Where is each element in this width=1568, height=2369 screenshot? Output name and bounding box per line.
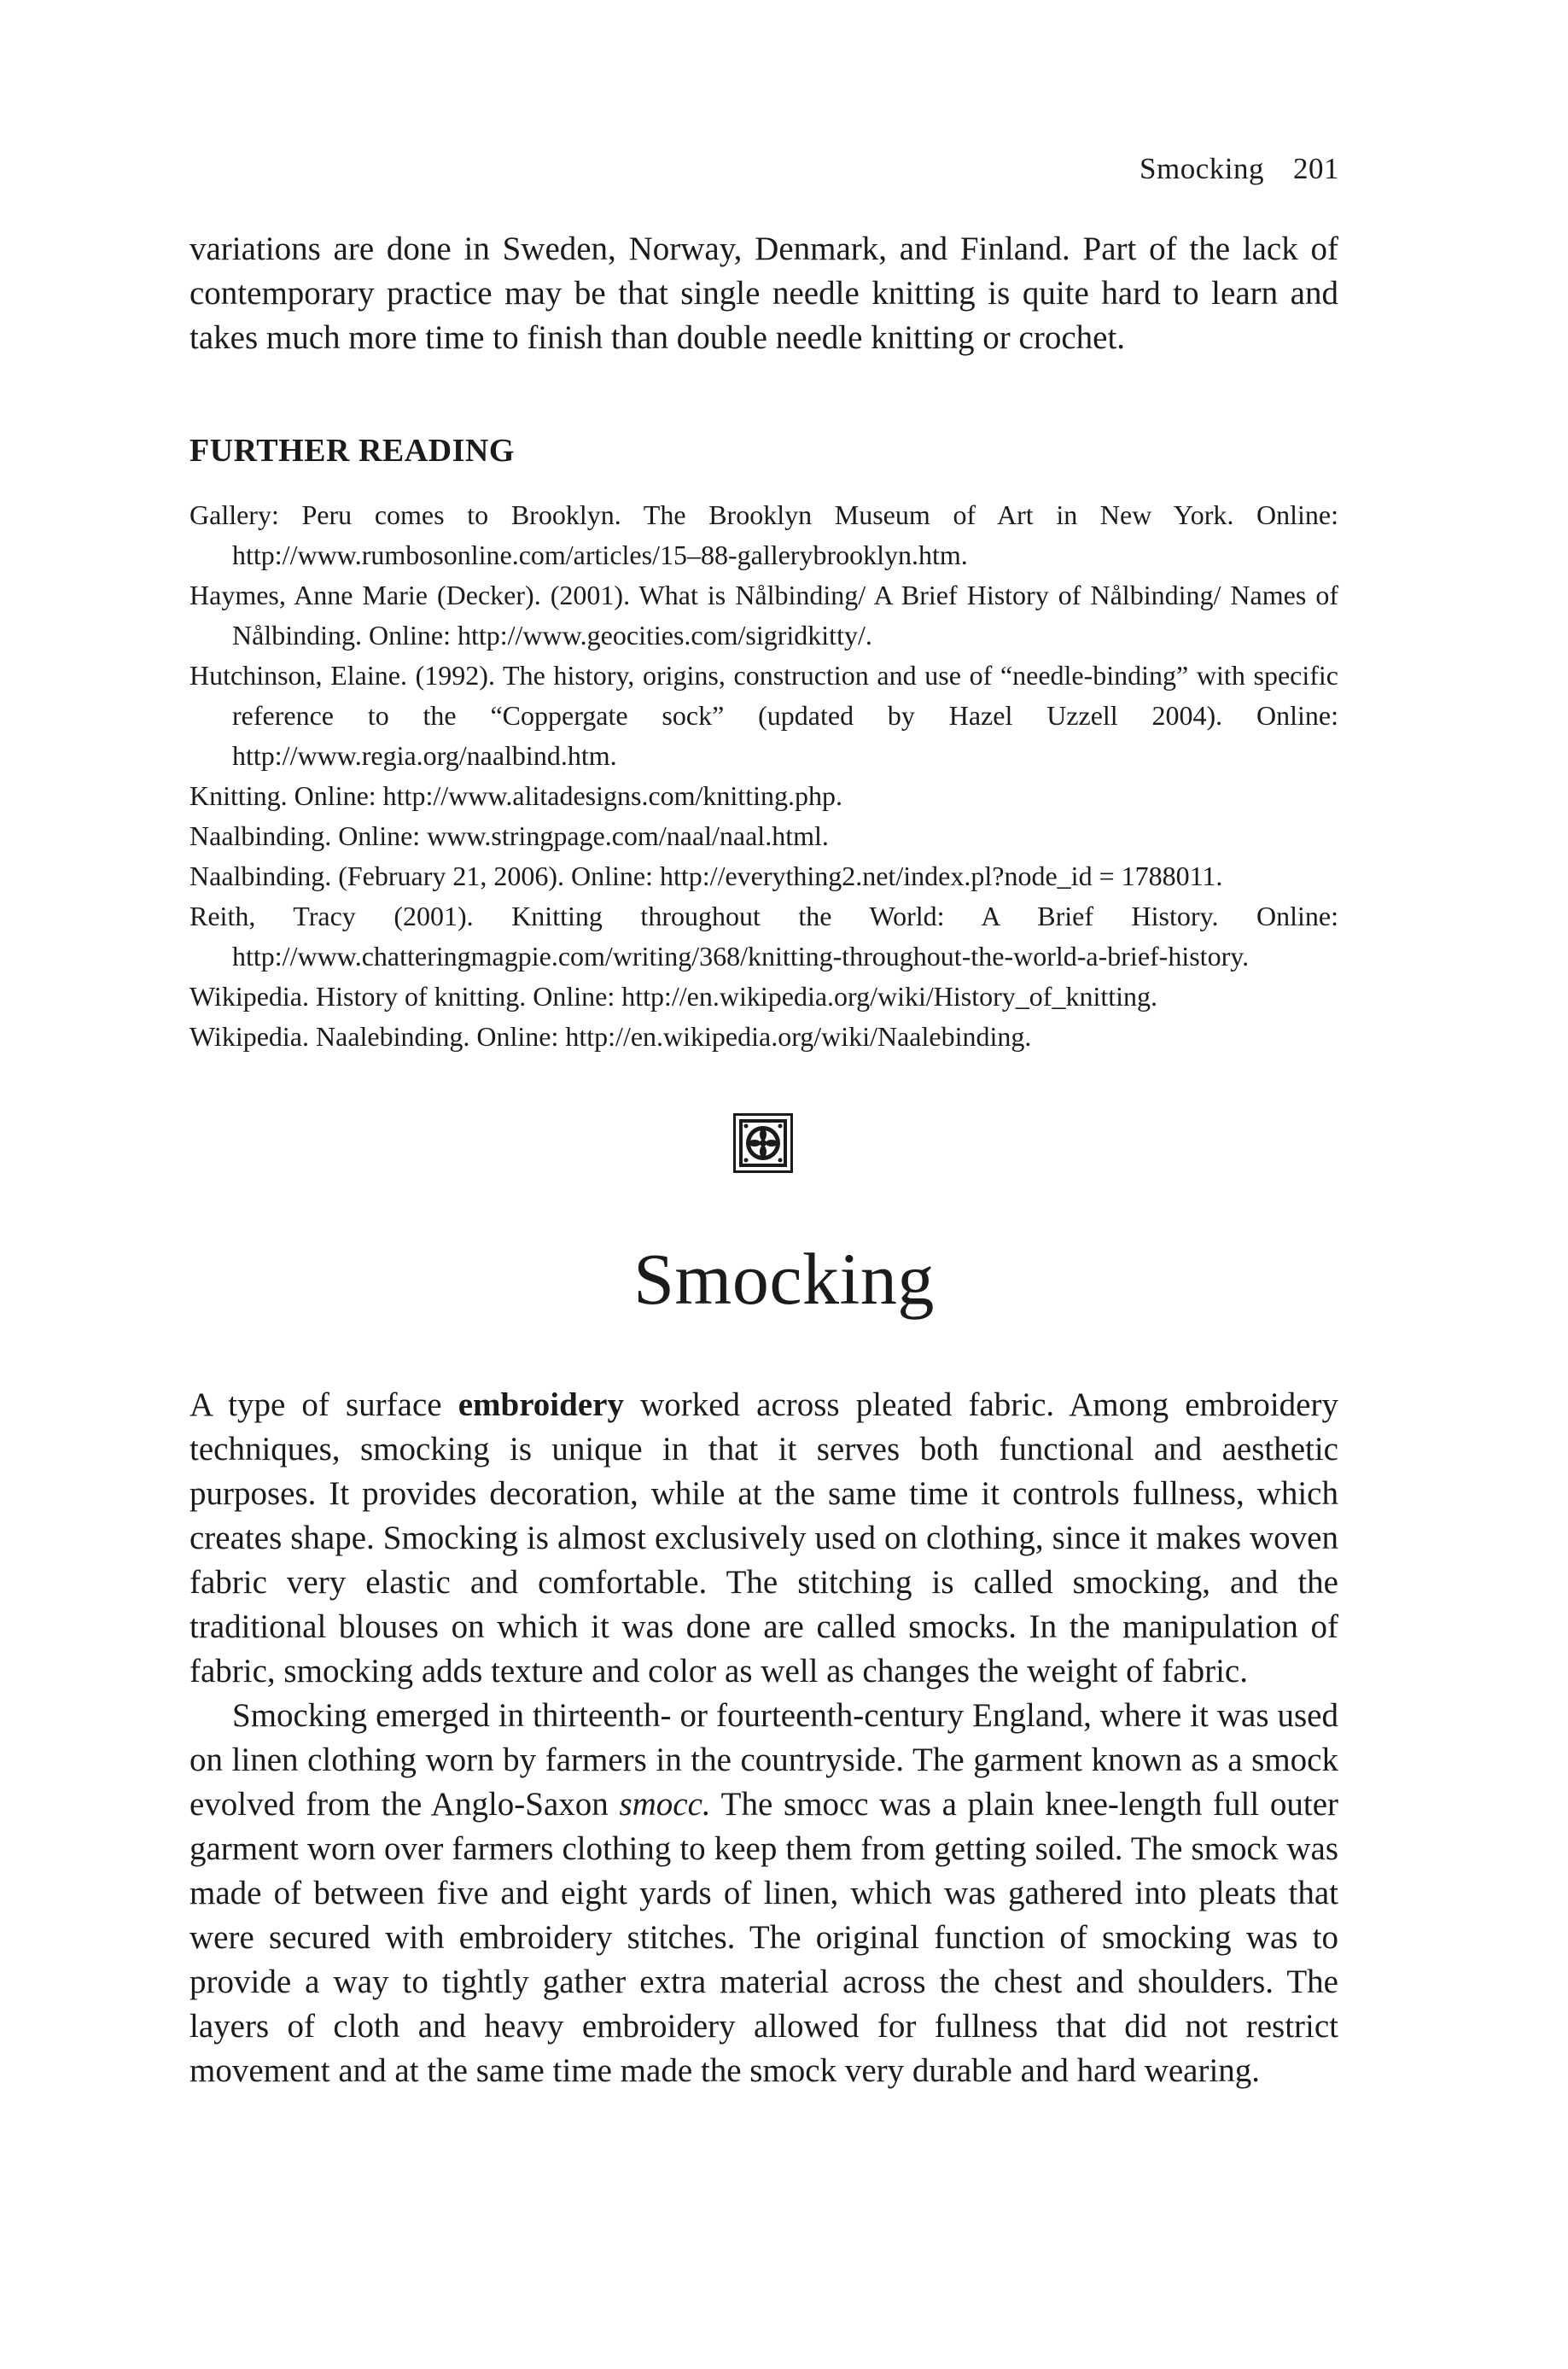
text-span: worked across pleated fabric. Among embroidery techniques, smocking is unique in that it serves both functional and aesthetic purposes. It provides decoration, while at the same time it controls fullness, which creates shape. Smocking is almost exclusively used on clothing, since it makes woven fabric very elastic and comfortable. The stitching is called smocking, and the traditional blouses on which it was done are called smocks. In the manipulation of fabric, smocking adds texture and color as well as changes the weight of fabric. (189, 1386, 1338, 1689)
running-head-title: Smocking (1140, 152, 1264, 185)
intro-paragraph: variations are done in Sweden, Norway, Denmark, and Finland. Part of the lack of contemporary practice may be that single needle knitting is quite hard to learn and takes much more time to finish than double needle knitting or crochet. (189, 230, 1338, 356)
entry-paragraph (189, 1383, 1338, 1694)
page-number: 201 (1293, 152, 1339, 185)
reference-item: Knitting. Online: http://www.alitadesigns.com/knitting.php. (189, 780, 842, 811)
italic-term: smocc. (619, 1786, 711, 1823)
cross-reference-term: embroidery (458, 1386, 624, 1423)
reference-item: Wikipedia. History of knitting. Online: http://en.wikipedia.org/wiki/History_of_knitting. (189, 981, 1158, 1012)
further-reading-heading: FURTHER READING (189, 433, 515, 469)
reference-item: Wikipedia. Naalebinding. Online: http://en.wikipedia.org/wiki/Naalebinding. (189, 1021, 1032, 1052)
text-span: Smocking emerged in thirteenth- or fourteenth-century England, where it was used on linen clothing worn by farmers in the countryside. The garment known as a smock evolved from the Anglo-Saxon (189, 1697, 1338, 1823)
running-head (1140, 152, 1339, 186)
text-span: The smocc was a plain knee-length full outer garment worn over farmers clothing to keep them from getting soiled. The smock was made of between five and eight yards of linen, which was gathered into pleats that were secured with embroidery stitches. The original function of smocking was to provide a way to tightly gather extra material across the chest and shoulders. The layers of cloth and heavy embroidery allowed for fullness that did not restrict movement and at the same time made the smock very durable and hard wearing. (189, 1786, 1338, 2089)
reference-item: Haymes, Anne Marie (Decker). (2001). What is Nålbinding/ A Brief History of Nålbinding/ Names of Nålbinding. Online: http://www.geocities.com/sigridkitty/. (189, 580, 1338, 651)
reference-item: Gallery: Peru comes to Brooklyn. The Brooklyn Museum of Art in New York. Online: http://www.rumbosonline.com/articles/15–88-gallerybrooklyn.htm. (189, 499, 1338, 570)
further-reading-list (189, 495, 1338, 1057)
reference-item: Naalbinding. Online: www.stringpage.com/naal/naal.html. (189, 820, 829, 851)
entry-title: Smocking (633, 1238, 935, 1320)
text-span: A type of surface (189, 1386, 458, 1423)
reference-item: Naalbinding. (February 21, 2006). Online: http://everything2.net/index.pl?node_id = 1788011. (189, 861, 1223, 891)
entry-body (189, 1383, 1338, 2093)
reference-item: Hutchinson, Elaine. (1992). The history, origins, construction and use of “needle-binding” with specific reference to the “Coppergate sock” (updated by Hazel Uzzell 2004). Online: http://www.regia.org/naalbind.htm. (189, 660, 1338, 771)
reference-item: Reith, Tracy (2001). Knitting throughout the World: A Brief History. Online: http://www.chatteringmagpie.com/writing/368/knitting-throughout-the-world-a-brief-history. (189, 901, 1338, 972)
entry-paragraph (189, 1694, 1338, 2093)
decorative-rosette-icon (733, 1113, 793, 1173)
